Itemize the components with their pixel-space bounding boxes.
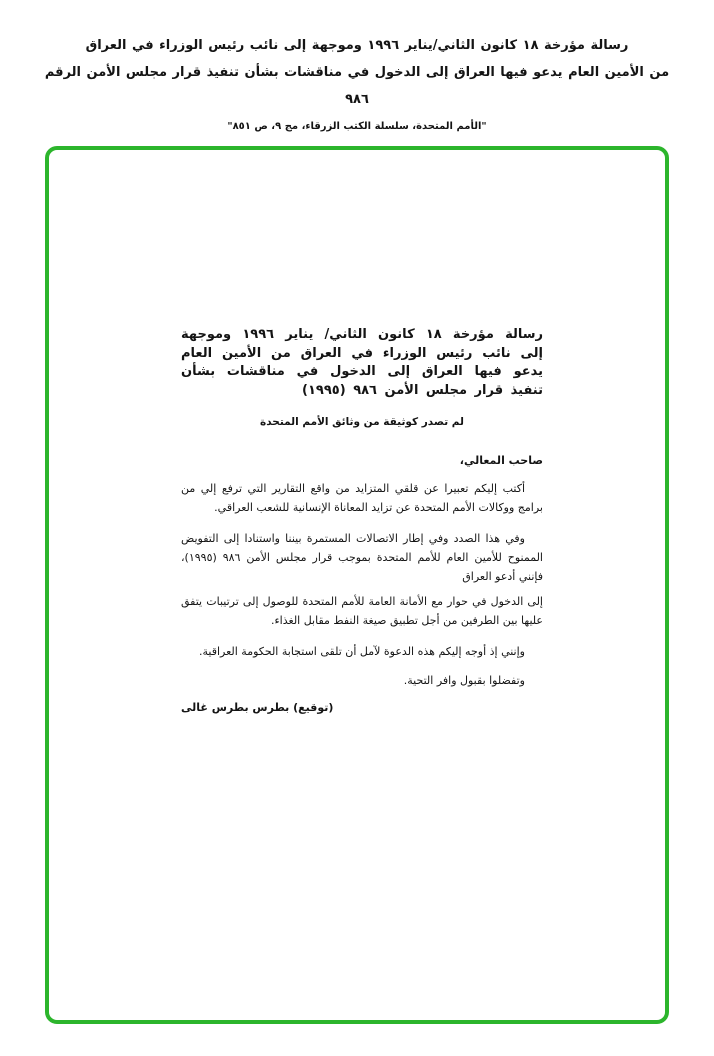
letter-paragraph-4: وإنني إذ أوجه إليكم هذه الدعوة لآمل أن تلقى استجابة الحكومة العراقية. <box>199 645 525 658</box>
header-title-line1: رسالة مؤرخة ١٨ كانون الثاني/يناير ١٩٩٦ وموجهة إلى نائب رئيس الوزراء في العراق <box>85 38 629 53</box>
green-document-frame <box>45 146 669 1024</box>
document-header <box>40 32 674 132</box>
letter-closing: وتفضلوا بقبول وافر التحية. <box>403 674 525 687</box>
letter-signature: (توقيع) بطرس بطرس غالى <box>181 701 334 714</box>
header-source-citation: "الأمم المتحدة، سلسلة الكتب الزرقاء، مج ٩، ص ٨٥١" <box>227 121 487 132</box>
header-title-line2: من الأمين العام يدعو فيها العراق إلى الدخول في مناقشات بشأن تنفيذ قرار مجلس الأمن الرقم ٩٨٦ <box>44 65 670 107</box>
letter-paragraph-3: إلى الدخول في حوار مع الأمانة العامة للأمم المتحدة للوصول إلى ترتيبات يتفق عليها بين الطرفين من أجل تطبيق صيغة النفط مقابل الغذاء. <box>181 595 543 627</box>
letter-paragraph-1: أكتب إليكم تعبيرا عن قلقي المتزايد من واقع التقارير التي ترفع إلي من برامج ووكالات الأمم المتحدة عن تزايد المعاناة الإنسانية للشعب العراقي. <box>181 482 543 514</box>
letter-paragraph-2: وفي هذا الصدد وفي إطار الاتصالات المستمرة بيننا واستنادا إلى التفويض الممنوح للأمين العام للأمم المتحدة بموجب قرار مجلس الأمن ٩٨٦ (١٩٩٥)، فإنني أدعو العراق <box>181 532 543 583</box>
letter-issuance-note: لم تصدر كوثيقة من وثائق الأمم المتحدة <box>260 416 464 428</box>
letter-body <box>181 326 543 717</box>
letter-salutation: صاحب المعالي، <box>459 454 543 467</box>
letter-title: رسالة مؤرخة ١٨ كانون الثاني/ يناير ١٩٩٦ وموجهة إلى نائب رئيس الوزراء في العراق من الأمين العام يدعو فيها العراق إلى الدخول في مناقشات بشأن تنفيذ قرار مجلس الأمن ٩٨٦ (١٩٩٥) <box>181 327 543 398</box>
